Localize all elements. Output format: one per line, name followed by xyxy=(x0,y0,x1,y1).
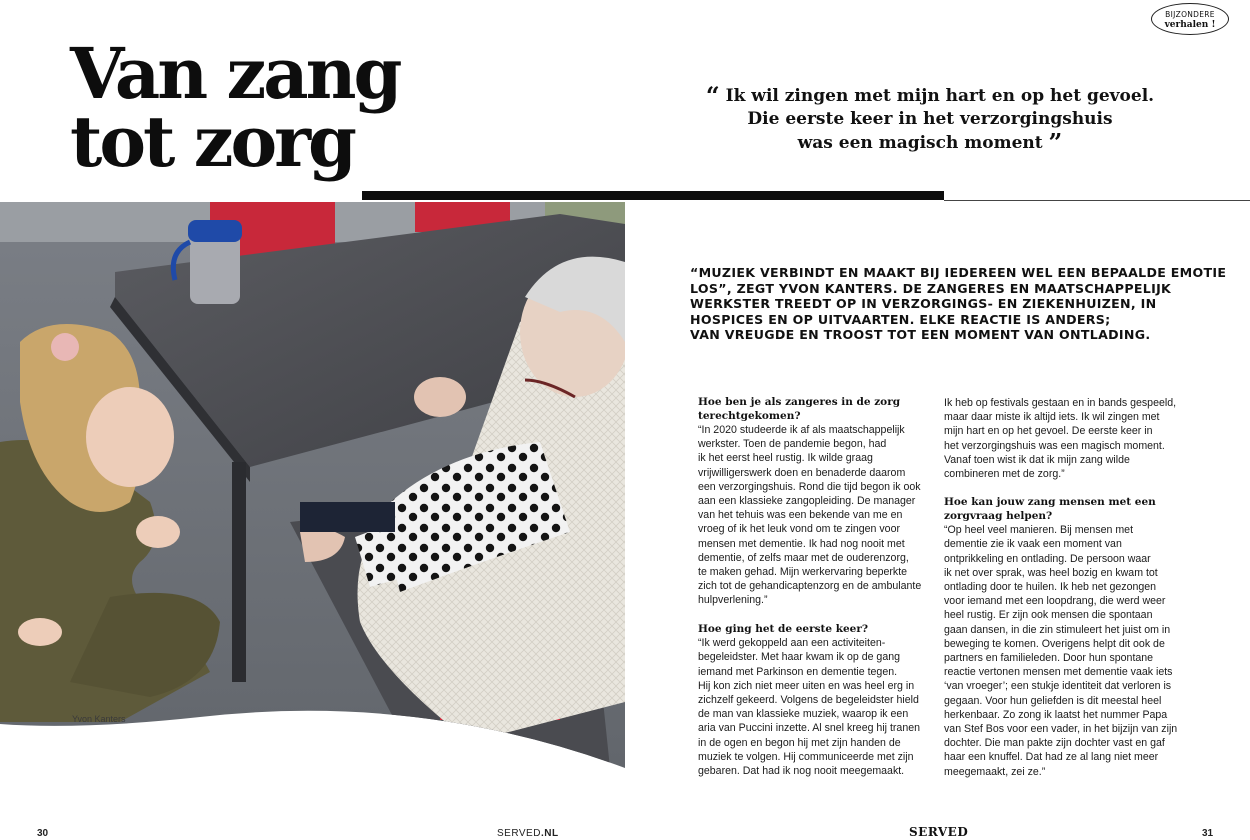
answer-paragraph xyxy=(698,636,928,778)
text-line: de man van klassieke muziek, waarop ik een xyxy=(698,708,909,721)
text-line: reactie vertonen mensen met dementie vaak iets xyxy=(944,666,1173,679)
text-line: maar daar miste ik altijd iets. Ik wil zingen met xyxy=(944,411,1160,424)
thin-divider xyxy=(944,200,1250,201)
open-quote-mark: “ xyxy=(705,81,720,110)
text-line: vrijwilligerswerk doen en benaderde daarom xyxy=(698,466,906,479)
text-line: iemand met Parkinson en dementie tegen. xyxy=(698,665,898,678)
text-line: ik net over sprak, was heel bozig en kwam tot xyxy=(944,566,1158,579)
text-line: een verzorgingshuis. Rond die tijd begon ik ook xyxy=(698,480,921,493)
text-line: gebaren. Dat had ik nog nooit meegemaakt. xyxy=(698,764,905,777)
table-leg xyxy=(232,462,246,682)
text-line: mijn hart en op het gevoel. De eerste keer in xyxy=(944,425,1153,438)
text-line: ontprikkeling en ontlading. De persoon waar xyxy=(944,552,1151,565)
pull-quote-line-2: Die eerste keer in het verzorgingshuis xyxy=(747,109,1113,129)
text-line: in de ogen en begon hij met zijn handen de xyxy=(698,736,901,749)
text-line: “Ik werd gekoppeld aan een activiteiten- xyxy=(698,637,886,650)
pull-quote-line-3 xyxy=(700,128,1160,157)
thermos xyxy=(190,232,240,304)
intro-line: HOSPICES EN OP UITVAARTEN. ELKE REACTIE IS ANDERS; xyxy=(690,311,1111,327)
hair-scrunchie xyxy=(51,333,79,361)
text-line: ik het eerst heel rustig. Ik wilde graag xyxy=(698,452,873,465)
title-line-2: tot zorg xyxy=(70,100,354,183)
text-line: zichzelf gekeerd. Volgens de begeleidster hield xyxy=(698,693,919,706)
text-line: meegemaakt, zei ze.” xyxy=(944,765,1046,778)
text-line: “Op heel veel manieren. Bij mensen met xyxy=(944,524,1134,537)
pull-quote-text-1: Ik wil zingen met mijn hart en op het gevoel. xyxy=(725,86,1155,106)
question-line: terechtgekomen? xyxy=(698,409,801,422)
text-line: ontlading door te huilen. Ik heb net gezongen xyxy=(944,581,1157,594)
text-line: combineren met de zorg.” xyxy=(944,468,1065,481)
thick-divider xyxy=(362,191,944,200)
question-heading xyxy=(698,623,928,637)
intro-line: LOS”, ZEGT YVON KANTERS. DE ZANGERES EN MAATSCHAPPELIJK xyxy=(690,280,1172,296)
intro-line: WERKSTER TREEDT OP IN VERZORGINGS- EN ZIEKENHUIZEN, IN xyxy=(690,296,1157,311)
text-line: het verzorgingshuis was een magisch moment. xyxy=(944,439,1165,452)
answer-paragraph xyxy=(944,523,1184,779)
text-line: te maken gehad. Mijn werkervaring beperkte xyxy=(698,566,908,579)
text-line: zich tot de gehandicaptenzorg en de ambulante xyxy=(698,580,922,593)
text-line: begeleidster. Met haar kwam ik op de gang xyxy=(698,651,900,664)
pull-quote-text-3: was een magisch moment xyxy=(797,133,1043,153)
young-hand xyxy=(136,516,180,548)
dark-trousers xyxy=(300,502,395,532)
text-line: partners en familieleden. Door hun spontane xyxy=(944,652,1154,665)
text-line: herkenbaar. Zo zong ik laatst het nummer Papa xyxy=(944,708,1168,721)
young-face xyxy=(86,387,174,487)
question-heading xyxy=(698,396,928,423)
intro-line: VAN VREUGDE EN TROOST TOT EEN MOMENT VAN ONTLADING. xyxy=(690,327,1151,342)
question-line: zorgvraag helpen? xyxy=(944,509,1053,522)
site-name xyxy=(497,828,559,839)
text-line: haar een knuffel. Dat had ze al lang niet meer xyxy=(944,751,1159,764)
text-line: muziek te volgen. Hij communiceerde met zijn xyxy=(698,750,914,763)
text-line: Ik heb op festivals gestaan en in bands gespeeld, xyxy=(944,397,1177,409)
page-number-right: 31 xyxy=(1202,828,1214,839)
question-line: Hoe kan jouw zang mensen met een xyxy=(944,496,1156,509)
page-title xyxy=(70,32,430,183)
question-line: Hoe ben je als zangeres in de zorg xyxy=(698,396,901,408)
young-hand-2 xyxy=(18,618,62,646)
text-line: gegaan. Voor hun geliefden is dit meestal heel xyxy=(944,694,1162,707)
question-line: Hoe ging het de eerste keer? xyxy=(698,622,869,635)
intro-line: “MUZIEK VERBINDT EN MAAKT BIJ IEDEREEN WEL EEN BEPAALDE EMOTIE xyxy=(690,265,1227,280)
text-line: “In 2020 studeerde ik af als maatschappelijk xyxy=(698,424,905,436)
page-number-left: 30 xyxy=(37,828,49,839)
section-badge xyxy=(1151,3,1229,35)
text-line: Hij kon zich niet meer uiten en was heel erg in xyxy=(698,679,915,692)
title-line-1: Van zang xyxy=(70,32,400,115)
pull-quote xyxy=(700,81,1160,157)
elder-hand-table xyxy=(414,377,466,417)
text-line: van Stef Bos voor een vader, in het bijzijn van zijn xyxy=(944,723,1178,736)
article-column-1 xyxy=(698,396,928,778)
answer-paragraph xyxy=(944,396,1184,481)
text-line: hulpverlening.” xyxy=(698,594,768,607)
text-line: van het tehuis was een bekende van me en xyxy=(698,509,903,522)
thermos-lid xyxy=(188,220,242,242)
text-line: dementie, of zelfs maar met de ouderenzorg, xyxy=(698,551,909,564)
text-line: gaan dansen, in die zin stimuleert het juist om in xyxy=(944,623,1171,636)
article-column-2 xyxy=(944,396,1184,779)
text-line: vroeg of ik het leuk vond om te zingen voor xyxy=(698,523,900,536)
text-line: dochter. Die man pakte zijn dochter vast en gaf xyxy=(944,737,1165,750)
text-line: mensen met dementie. Ik had nog nooit met xyxy=(698,537,905,550)
intro-lead xyxy=(690,265,1227,343)
badge-line-2: verhalen ! xyxy=(1164,20,1216,30)
feature-photo xyxy=(0,202,625,768)
photo-credit: Yvon Kanters xyxy=(72,714,126,724)
close-quote-mark: ” xyxy=(1048,128,1063,157)
text-line: beweging te komen. Overigens helpt dit ook de xyxy=(944,637,1165,650)
site-suffix: .NL xyxy=(540,828,559,839)
text-line: Vanaf toen wist ik dat ik mijn zang wilde xyxy=(944,453,1130,466)
text-line: heel rustig. Er zijn ook mensen die spontaan xyxy=(944,609,1153,622)
answer-paragraph xyxy=(698,423,928,608)
text-line: dementie zie ik vaak een moment van xyxy=(944,538,1122,551)
brand-logo: SERVED xyxy=(909,825,969,839)
text-line: aan een klassieke zangopleiding. De manager xyxy=(698,495,916,508)
site-prefix: SERVED xyxy=(497,828,541,839)
text-line: ‘van vroeger’; een stukje identiteit dat verloren is xyxy=(944,680,1172,693)
pull-quote-line-1 xyxy=(700,81,1160,110)
question-heading xyxy=(944,496,1184,523)
text-line: werkster. Toen de pandemie begon, had xyxy=(698,438,887,451)
text-line: voor iemand met een loopdrang, die werd weer xyxy=(944,595,1166,608)
text-line: aria van Puccini inzette. Al snel kreeg hij tranen xyxy=(698,722,921,735)
badge-line-1: BIJZONDERE xyxy=(1165,10,1215,19)
